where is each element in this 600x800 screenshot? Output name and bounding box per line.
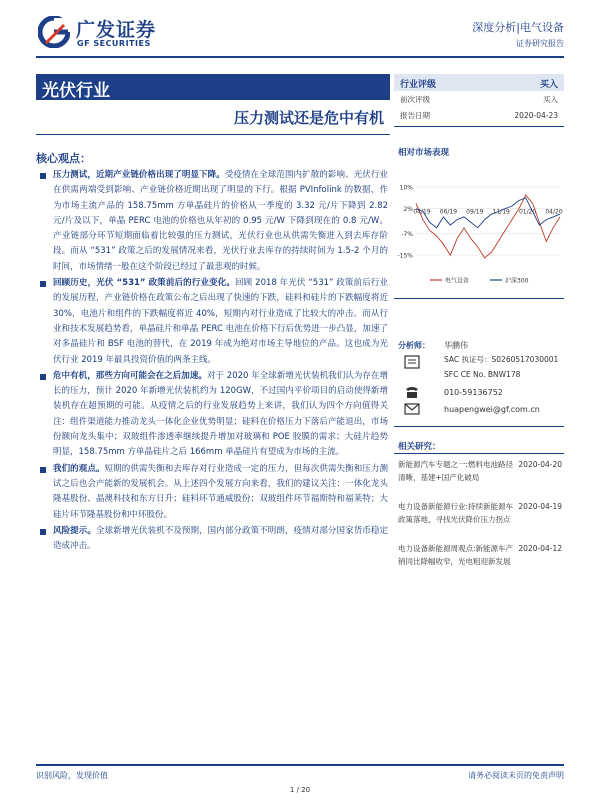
y-tick-label: -7%	[401, 230, 413, 238]
report-type: 深度分析|电气设备	[472, 21, 564, 34]
analyst-name: 华鹏伟	[444, 341, 468, 350]
related-item[interactable]: 电力设备新能源周观点:新能源车产销同比降幅收窄，光电粗迎新发展 2020-04-12	[398, 544, 562, 566]
logo-text-cn: 广发证券	[76, 19, 157, 41]
footer-divider	[36, 764, 564, 766]
analyst-label: 分析师：	[398, 341, 430, 350]
analyst-sac: SAC 执证号：S0260517030001	[444, 355, 559, 364]
report-headline: 压力测试还是危中有机	[233, 109, 384, 127]
brand-logo	[38, 14, 228, 54]
analyst-divider	[394, 426, 564, 427]
related-research-title: 相关研究：	[398, 442, 441, 452]
x-tick-label: 09/19	[466, 208, 484, 216]
report-date-row	[394, 109, 564, 123]
logo-text-en: GF SECURITIES	[77, 39, 151, 48]
series-line-沪深300	[416, 198, 563, 228]
report-date-value: 2020-04-23	[514, 111, 558, 120]
x-tick-label: 04/20	[545, 208, 563, 216]
relative-performance-chart	[394, 168, 564, 292]
related-divider	[394, 453, 564, 454]
related-item[interactable]: 电力设备新能源行业:持续新能源车政策落地，寻找光伏降价压力拐点 2020-04-19	[398, 502, 562, 524]
certificate-icon	[404, 355, 420, 369]
list-item: 我们的观点。短期的供需失衡和去库存对行业造成一定的压力，但每次供需失衡和压力测试之后也会产能新的发展机会。从上述四个发展方向来看，我们的建议关注：一体化龙头隆基股份、晶澳科技和东方日升；硅料环节通威股份；双玻组件环节福斯特和福莱特；大硅片环节隆基股份和中环股份。	[40, 462, 388, 523]
gf-logo-icon	[38, 16, 70, 48]
x-tick-label: 01/20	[518, 208, 537, 216]
y-tick-label: 2%	[403, 206, 413, 214]
core-views-list	[40, 168, 388, 555]
page-number: 1 / 20	[289, 786, 311, 794]
x-tick-label: 06/19	[439, 208, 458, 216]
footer-disclaimer: 请务必阅读末页的免责声明	[468, 771, 564, 780]
chart-divider	[394, 298, 564, 299]
header-divider	[36, 56, 564, 58]
analyst-phone: 010-59136752	[444, 388, 503, 397]
core-views-title: 核心观点：	[36, 152, 91, 165]
list-item: 压力测试，近期产业链价格出现了明显下降。受疫情在全球范围内扩散的影响、光伏行业在供需两端受到影响、产业链价格近期出现了明显的下行。根据 PVInfolink 的数据，作为市场主流产品的 158.75mm 方单晶硅片的价格从一季度的 3.32 元/片下降到 2.82 元/片及以下，单晶 PERC 电池的价格也从年初的 0.95 元/W 下降到现在的 0.8 元/W。产业链部分环节短期面临着比较强的压力测试，光伏行业也从供需失衡进入到去库存阶段。而从 “531” 政策之后的发展情况来看，光伏行业去库存的持续时间为 1.5-2 个月的时间，市场情绪一般在这个阶段已经过了最悲观的时候。	[40, 168, 388, 275]
chart-svg	[394, 168, 564, 292]
related-item[interactable]: 新能源汽车专题之一:燃料电池路径清晰，基建+国产化破局 2020-04-20	[398, 460, 562, 482]
x-tick-label: 11/19	[492, 208, 510, 216]
chart-title: 相对市场表现	[398, 148, 450, 158]
y-tick-label: 10%	[399, 184, 413, 192]
rating-title: 行业评级	[400, 80, 437, 90]
prev-rating-label: 前次评级	[400, 95, 430, 104]
x-tick-label: 04/19	[413, 208, 431, 216]
prev-rating-row	[394, 93, 564, 107]
report-date-label: 报告日期	[400, 111, 430, 120]
legend-label: 沪深300	[505, 277, 529, 285]
legend-label: 电气设备	[445, 277, 470, 285]
analyst-sfc: SFC CE No. BNW178	[444, 370, 521, 379]
rating-header	[394, 74, 564, 91]
list-item: 风险提示。全球新增光伏装机不及预期，国内部分政策不明朗，疫情对部分国家货币稳定造成冲击。	[40, 524, 388, 555]
footer-slogan: 识别风险，发现价值	[36, 771, 108, 780]
analyst-email[interactable]: huapengwei@gf.com.cn	[444, 405, 540, 414]
headline-divider	[36, 134, 390, 135]
prev-rating-value: 买入	[543, 95, 558, 104]
list-item: 危中有机，那些方向可能会在之后加速。对于 2020 年全球新增光伏装机我们认为存在增长的压力，预计 2020 年新增光伏装机约为 120GW，不过国内平价项目的启动使得新增装机存在超预期的可能。从疫情之后的行业发展趋势上来讲，我们认为四个方向值得关注：组件渠道能力推动龙头一体化企业优势明显；硅料在价格压力下落后产能退出，市场份额向龙头集中；双玻组件渗透率继续提升增加对玻璃和 POE 胶膜的需求；大硅片趋势明显，158.75mm 方单晶硅片之后 166mm 单晶硅片有望成为市场的主流。	[40, 369, 388, 461]
report-category: 证券研究报告	[516, 39, 564, 48]
rating-divider	[394, 126, 564, 127]
list-item: 回顾历史，光伏 “531” 政策前后的行业变化。回顾 2018 年光伏 “531” 政策前后行业的发展历程，产业链价格在政策公布之后出现了快速的下跌，硅料和硅片的下跌幅度将近 30%，电池片和组件的下跌幅度将近 40%，短期内对行业造成了比较大的冲击。而从行业和技术发展趋势看，单晶硅片和单晶 PERC 电池在价格下行后优势进一步凸显，加速了对多晶硅片和 BSF 电池的替代，在 2019 年成为绝对市场主导地位的产品。这也成为光伏行业 2019 年最具投资价值的两条主线。	[40, 276, 388, 368]
y-tick-label: -15%	[397, 252, 413, 260]
industry-title: 光伏行业	[42, 81, 110, 101]
rating-value: 买入	[539, 80, 558, 90]
phone-icon	[404, 385, 420, 399]
email-icon	[404, 403, 420, 415]
